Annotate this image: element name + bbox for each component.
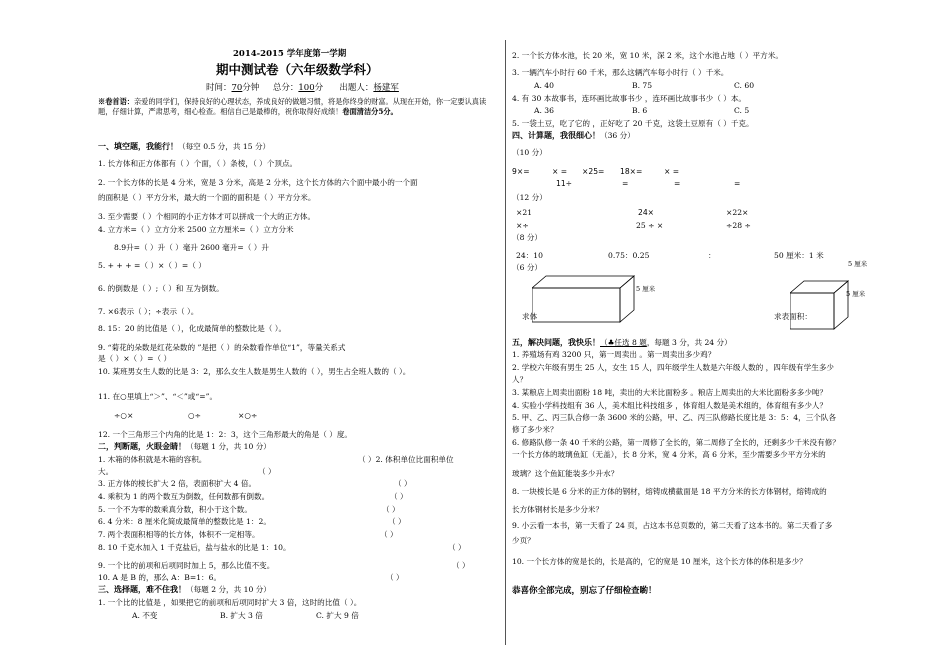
section-5-note-choose: （♣任选 8 题 <box>600 338 647 347</box>
choice-4: 4. 有 30 本故事书，连环画比故事书少 ，连环画比故事书少（ ）本。 <box>512 94 747 103</box>
judge-6: 6. 4 分米：8 厘米化简成最简单的整数比是 1：2。 <box>98 517 271 526</box>
total-unit: 分 <box>314 83 324 93</box>
choice-3-b: B. 75 <box>632 81 653 90</box>
choice-1: 1. 一个比的比值是 ，如果把它的前项和后项同时扩大 3 倍，这时的比值（ ）。 <box>98 598 362 607</box>
ratio-3: ： <box>708 251 716 260</box>
section-1-title: 一、填空题，我能行！ <box>98 141 178 151</box>
section-4-title: 四、计算题，我很细心！ <box>512 130 600 140</box>
question-1-10: 10. 某班男女生人数的比是 3：2，那么女生人数是男生人数的（ ），男生占全班人数的（ ）。 <box>98 367 411 376</box>
preface-text: 亲爱的同学们，保持良好的心理状态，养成良好的做题习惯，将是你终身的财富。从现在开始，你一定要认真读题，仔细计算，严肃思考，细心检查。相信自己是最棒的，祝你取得好成绩！ <box>98 97 487 116</box>
problem-1: 1. 养殖场有鸡 3200 只，第一周卖出 。第一周卖出多少鸡？ <box>512 350 716 359</box>
ratio-2: 0.75：0.25 <box>608 251 650 260</box>
preface-notice <box>98 97 500 117</box>
question-1-4a: 4. 立方米=（ ）立方分米 2500 立方厘米=（ ）立方分米 <box>98 225 294 234</box>
author-label: 出题人： <box>339 83 374 93</box>
section-4-note: （36 分） <box>600 131 635 140</box>
cuboid-figure <box>532 274 642 324</box>
compare-item-1: ÷○× <box>114 411 134 420</box>
question-1-6: 6. 的倒数是（ ）;（ ）和 互为倒数。 <box>98 284 224 293</box>
question-1-5: 5. + + + =（ ）×（ ）=（ ） <box>98 261 206 270</box>
compare-item-2: ○÷ <box>188 411 201 420</box>
problem-9a: 9. 小云看一本书，第一天看了 24 页，占这本书总页数的，第二天看了这本书的。第二天看了多 <box>512 521 833 530</box>
judge-3-answer: （ ） <box>394 479 412 488</box>
exam-title: 期中测试卷（六年级数学科） <box>216 62 379 77</box>
problem-4: 4. 实验小学科技组有 36 人，美术组比科技组多 ，体育组人数是美术组的，体育组有多少人？ <box>512 401 828 410</box>
problem-6a: 6. 修路队修一条 40 千米的公路，第一周修了全长的，第二周修了全长的，还剩多少千米没有修？ <box>512 438 840 447</box>
calc-2-2: 24× <box>638 208 655 217</box>
choice-4-b: B. 6 <box>632 106 648 115</box>
calc-part-2-score: （12 分） <box>512 193 547 202</box>
calc-1-6: 11÷ <box>556 179 573 188</box>
choice-3-c: C. 60 <box>734 81 755 90</box>
judge-2-answer: （ ） <box>258 467 276 476</box>
calc-2-3: ×22× <box>726 208 749 217</box>
cuboid-volume-prompt: 求体 <box>522 312 538 321</box>
problem-5b: 修了多少米？ <box>512 425 558 434</box>
time-value: 70 <box>231 83 243 93</box>
question-1-2b: 的面积是（ ）平方分米，最大的一个面的面积是（ ）平方分米。 <box>98 193 316 202</box>
choice-1-c: C. 扩大 9 倍 <box>316 611 359 620</box>
judge-7-answer: （ ） <box>380 530 398 539</box>
section-5-note: ，每题 3 分，共 24 分） <box>646 338 732 347</box>
choice-5: 5. 一袋土豆，吃了它的 ，正好吃了 20 千克，这袋土豆原有（ ）千克。 <box>512 119 754 128</box>
problem-3: 3. 某粮店上周卖出面粉 18 吨，卖出的大米比面粉多 。粮店上周卖出的大米比面粉多多少吨？ <box>512 388 828 397</box>
choice-3-a: A. 40 <box>534 81 554 90</box>
time-unit: 分钟 <box>242 83 260 93</box>
question-1-3: 3. 至少需要（ ）个相同的小正方体才可以拼成一个大的正方体。 <box>98 212 316 221</box>
preface-lead: ※卷首语： <box>98 97 134 106</box>
calc-1-9: = <box>734 179 741 188</box>
term-title: 2014-2015 学年度第一学期 <box>233 49 347 59</box>
judge-9-answer: （ ） <box>452 561 470 570</box>
calc-1-8: = <box>674 179 681 188</box>
section-2-header <box>98 442 271 451</box>
judge-8-answer: （ ） <box>448 543 466 552</box>
problem-2a: 2. 学校六年级有男生 25 人，女生 15 人，四年级学生人数是六年级人数的 ，四年级有学生多少 <box>512 363 835 372</box>
section-1-header <box>98 142 270 151</box>
calc-part-1-score: （10 分） <box>512 148 547 157</box>
choice-3: 3. 一辆汽车小时行 60 千米，那么这辆汽车每小时行（ ）千米。 <box>512 68 729 77</box>
judge-3: 3. 正方体的棱长扩大 2 倍，表面积扩大 4 倍。 <box>98 479 257 488</box>
choice-1-a: A. 不变 <box>132 611 158 620</box>
section-2-title: 二，判断题，火眼金睛！ <box>98 441 186 451</box>
cube-area-prompt: 求表面积： <box>774 312 812 321</box>
question-1-11: 11. 在○里填上“＞”、“＜”或“=”。 <box>98 392 218 401</box>
closing-message: 恭喜你全部完成，别忘了仔细检查喲！ <box>512 586 657 596</box>
choice-1-b: B. 扩大 3 倍 <box>220 611 263 620</box>
calc-2-6: ÷28 ÷ <box>726 221 751 230</box>
question-1-8: 8. 15：20 的比值是（ ），化成最简单的整数比是（ ）。 <box>98 324 287 333</box>
section-2-note: （每题 1 分，共 10 分） <box>186 442 271 451</box>
choice-4-c: C. 5 <box>734 106 750 115</box>
judge-4-answer: （ ） <box>390 492 408 501</box>
choice-4-a: A. 36 <box>534 106 554 115</box>
judge-6-answer: （ ） <box>388 517 406 526</box>
section-3-title: 三、选择题，难不住我！ <box>98 584 186 594</box>
question-1-4b: 8.9升=（ ）升（ ）毫升 2600 毫升=（ ）升 <box>114 243 269 252</box>
preface-tail: 卷面清洁分5分。 <box>342 107 398 116</box>
calc-2-4: ×÷ <box>516 221 529 230</box>
question-1-7: 7. ×6表示（ ）；÷表示（ ）。 <box>98 307 199 316</box>
question-1-9b: 是（ ）×（ ）=（ ） <box>98 354 172 363</box>
calc-2-5: 25 ÷ × <box>636 221 664 230</box>
section-3-note: （每题 2 分，共 10 分） <box>186 585 271 594</box>
section-3-header <box>98 585 271 594</box>
judge-5: 5. 一个不为零的数乘真分数，积小于这个数。 <box>98 505 252 514</box>
judge-9: 9. 一个比的前项和后项同时加上 5，那么比值不变。 <box>98 561 275 570</box>
author-value: 杨建军 <box>373 83 399 93</box>
calc-2-1: ×21 <box>516 208 533 217</box>
calc-1-5: × = <box>664 167 680 176</box>
judge-10: 10. A 是 B 的，那么 A：B=1：6。 <box>98 573 222 582</box>
ratio-4: 50 厘米：1 米 <box>774 251 824 260</box>
calc-1-3: ×25= <box>582 167 605 176</box>
time-label: 时间： <box>206 83 232 93</box>
ratio-1: 24：10 <box>516 251 543 260</box>
judge-4: 4. 乘积为 1 的两个数互为倒数，任何数都有倒数。 <box>98 492 270 501</box>
cube-label-side: 5 厘米 <box>846 290 866 298</box>
calc-part-3-score: （8 分） <box>512 233 543 242</box>
calc-1-1: 9×= <box>512 167 530 176</box>
section-5-title: 五，解决问题，我快乐！ <box>512 337 600 347</box>
judge-7: 7. 两个表面积相等的长方体，体积不一定相等。 <box>98 530 260 539</box>
problem-5a: 5. 甲、乙、丙三队合修一条 3600 米的公路，甲、乙、丙三队修路长度比是 3：5：4，三个队各 <box>512 413 837 422</box>
judge-10-answer: （ ） <box>386 573 404 582</box>
calc-part-4-score: （6 分） <box>512 263 543 272</box>
exam-meta <box>206 84 399 93</box>
compare-item-3: ×○÷ <box>238 411 258 420</box>
cube-label-top: 5 厘米 <box>848 260 868 268</box>
section-1-note: （每空 0.5 分，共 15 分） <box>178 142 271 151</box>
problem-9b: 少页？ <box>512 536 535 545</box>
question-1-2a: 2. 一个长方体的长是 4 分米，宽是 3 分米，高是 2 分米，这个长方体的六个面中最小的一个面 <box>98 178 418 187</box>
problem-10: 10. 一个长方体的宽是长的，长是高的，它的宽是 10 厘米，这个长方体的体积是多少？ <box>512 557 807 566</box>
cuboid-label: 5 厘米 <box>636 285 656 293</box>
question-1-12: 12. 一个三角形三个内角的比是 1：2：3，这个三角形最大的角是（ ）度。 <box>98 430 353 439</box>
section-5-header <box>512 338 732 347</box>
cube-figure <box>790 279 852 331</box>
problem-7b: 玻璃？这个鱼缸能装多少升水？ <box>512 469 619 478</box>
calc-1-7: = <box>622 179 629 188</box>
problem-2b: 人？ <box>512 375 528 384</box>
problem-7a: 一个长方体的玻璃鱼缸（无盖），长 8 分米，宽 4 分米，高 6 分米，至少需要多少平方分米的 <box>512 450 826 459</box>
total-value: 100 <box>298 83 315 93</box>
judge-1: 1. 木箱的体积就是木箱的容积。 <box>98 455 207 464</box>
section-4-header <box>512 131 635 140</box>
column-divider <box>505 40 506 645</box>
judge-8: 8. 10 千克水加入 1 千克盐后，盐与盐水的比是 1：10。 <box>98 543 291 552</box>
judge-1-cont: 大。 <box>98 467 114 476</box>
question-1-9a: 9. “菊花的朵数是红花朵数的 ”是把（ ）的朵数看作单位“1”，等量关系式 <box>98 343 346 352</box>
problem-8b: 长方体钢材长是多少分米？ <box>512 505 604 514</box>
judge-1-2: （ ）2. 体积单位比面积单位 <box>358 455 454 464</box>
judge-5-answer: （ ） <box>382 505 400 514</box>
calc-1-4: 18×= <box>620 167 643 176</box>
question-1-1: 1. 长方体和正方体都有（ ）个面，（ ）条棱，（ ）个顶点。 <box>98 159 298 168</box>
choice-2: 2. 一个长方体水池，长 20 米，宽 10 米，深 2 米，这个水池占地（ ）平方米。 <box>512 51 783 60</box>
problem-8a: 8. 一块棱长是 6 分米的正方体的钢材，熔铸成横截面是 18 平方分米的长方体钢材，熔铸成的 <box>512 487 827 496</box>
total-label: 总分： <box>272 83 299 93</box>
calc-1-2: × = <box>552 167 568 176</box>
